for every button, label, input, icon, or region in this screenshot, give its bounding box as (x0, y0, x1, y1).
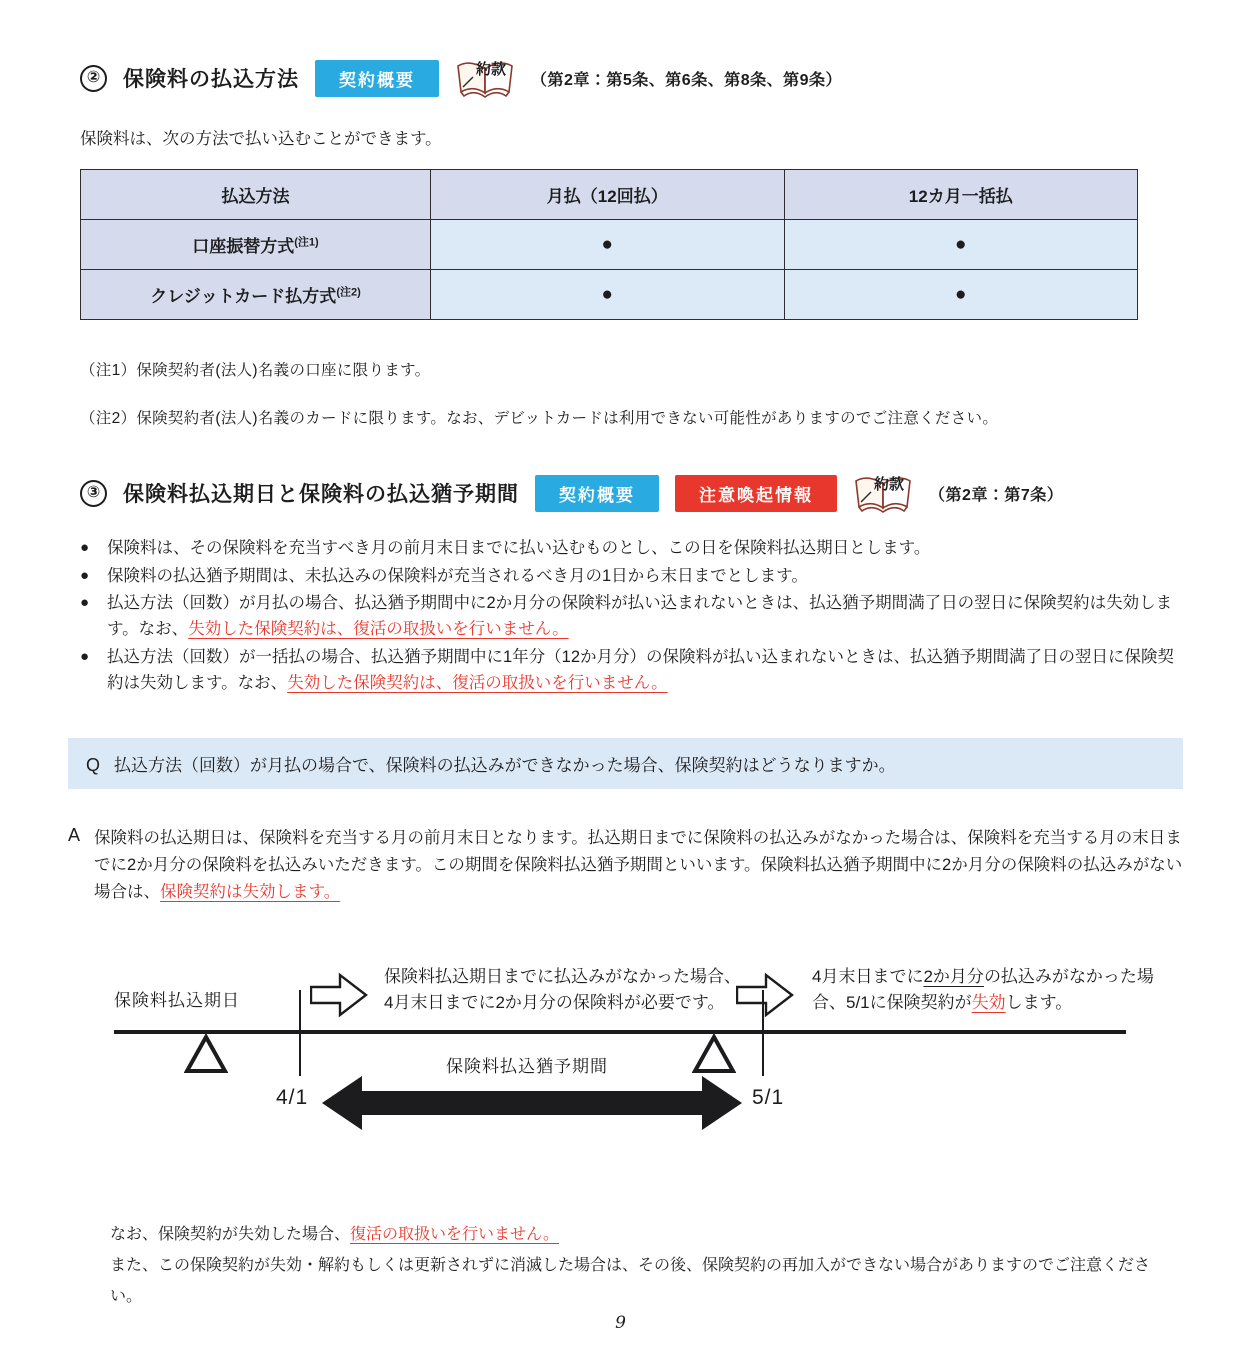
answer-prefix: A (68, 825, 81, 846)
grace-period-label: 保険料払込猶予期間 (446, 1056, 608, 1076)
due-date-label: 保険料払込期日 (114, 990, 240, 1010)
svg-text:約款: 約款 (476, 61, 507, 78)
bullet-icon: ● (80, 647, 90, 665)
date-label-april-1: 4/1 (276, 1085, 309, 1109)
section2-number-badge: ② (80, 65, 107, 92)
row-label-account-transfer: 口座振替方式$^{(注1)}$ (81, 220, 431, 270)
bullet-icon: ● (80, 539, 90, 556)
answer-text: 保険料の払込期日は、保険料を充当する月の前月末日となります。払込期日までに保険料の払込みがなかった場合は、保険料を充当する月の末日までに2か月分の保険料を払込みいただきます。この期間を保険料払込猶予期間といいます。保険料払込猶予期間中に2か月分の保険料の払込みがない場合は、保険契約は失効します。 (94, 829, 1183, 901)
policy-terms-book-icon-2 (853, 470, 913, 516)
right-arrow-icon (736, 972, 794, 1023)
contract-summary-badge: 契約概要 (315, 60, 439, 97)
timeline-tick-april (299, 990, 301, 1076)
date-label-may-1: 5/1 (752, 1085, 785, 1109)
bullet-icon: ● (80, 566, 90, 584)
bullet-item-3: ● 払込方法（回数）が月払の場合、払込猶予期間中に2か月分の保険料が払い込まれないときは、払込猶予期間満了日の翌日に保険契約は失効します。なお、失効した保険契約は、復活の取扱いを行いません。 (80, 591, 1185, 642)
section2-title: 保険料の払込方法 (123, 68, 299, 91)
page-number: 9 (615, 1313, 626, 1333)
section3-header (80, 470, 1181, 516)
table-header-row (81, 170, 1138, 220)
dot-credit-monthly: ● (431, 270, 785, 320)
contract-summary-badge-2: 契約概要 (535, 475, 659, 512)
dot-account-monthly: ● (431, 220, 785, 270)
section3-bullet-list (80, 536, 1185, 696)
section3-title: 保険料払込期日と保険料の払込猶予期間 (123, 483, 519, 506)
table-footnotes (80, 358, 1181, 428)
closing-note-1: なお、保険契約が失効した場合、復活の取扱いを行いません。 (110, 1225, 559, 1243)
timeline-note-1: 保険料払込期日までに払込みがなかった場合、 4月末日までに2か月分の保険料が必要です。 (384, 966, 741, 1012)
bullet-item-1: ● 保険料は、その保険料を充当すべき月の前月末日までに払い込むものとし、この日を保険料払込期日とします。 (80, 536, 1185, 562)
right-arrow-icon (310, 972, 368, 1023)
alert-info-badge: 注意喚起情報 (675, 475, 837, 512)
section2-header (80, 55, 1181, 101)
timeline-note-2: 4月末日までに2か月分の払込みがなかった場合、5/1に保険契約が失効します。 (812, 966, 1154, 1012)
closing-notes (110, 1219, 1181, 1313)
due-date-marker-triangle (184, 1034, 228, 1079)
table-row-account-transfer (81, 220, 1138, 270)
section2-intro: 保険料は、次の方法で払い込むことができます。 (80, 130, 442, 148)
timeline-tick-may (762, 990, 764, 1076)
timeline-axis (114, 1030, 1126, 1034)
policy-terms-book-icon (455, 55, 515, 101)
col-header-monthly: 月払（12回払） (431, 170, 785, 220)
footnote-1: （注1）保険契約者(法人)名義の口座に限ります。 (80, 362, 431, 379)
lapse-date-marker-triangle (692, 1034, 736, 1079)
bullet-item-4: ● 払込方法（回数）が一括払の場合、払込猶予期間中に1年分（12か月分）の保険料が払い込まれないときは、払込猶予期間満了日の翌日に保険契約は失効します。なお、失効した保険契約は、復活の取扱いを行いません。 (80, 645, 1185, 696)
footnote-ref-2: (注2) (336, 286, 361, 299)
question-prefix: Q (86, 755, 101, 776)
answer-block (68, 825, 1193, 905)
bullet-icon: ● (80, 594, 90, 612)
section3-reference: （第2章：第7条） (929, 486, 1064, 504)
footnote-ref-1: (注1) (294, 236, 319, 249)
section3-number-badge: ③ (80, 480, 107, 507)
dot-account-lump: ● (784, 220, 1138, 270)
svg-text:約款: 約款 (874, 476, 905, 493)
col-header-method: 払込方法 (81, 170, 431, 220)
grace-period-timeline-diagram (100, 956, 1160, 1161)
grace-period-double-arrow (322, 1074, 742, 1137)
table-row-credit-card (81, 270, 1138, 320)
row-label-credit-card: クレジットカード払方式$^{(注2)}$ (81, 270, 431, 320)
col-header-lump: 12カ月一括払 (784, 170, 1138, 220)
question-box (68, 738, 1183, 789)
bullet-item-2: ● 保険料の払込猶予期間は、未払込みの保険料が充当されるべき月の1日から末日までとします。 (80, 564, 1185, 590)
question-text: 払込方法（回数）が月払の場合で、保険料の払込みができなかった場合、保険契約はどうなりますか。 (114, 756, 896, 776)
closing-note-2: また、この保険契約が失効・解約もしくは更新されずに消滅した場合は、その後、保険契約の再加入ができない場合がありますのでご注意ください。 (110, 1256, 1151, 1305)
section2-reference: （第2章：第5条、第6条、第8条、第9条） (531, 71, 842, 89)
footnote-2: （注2）保険契約者(法人)名義のカードに限ります。なお、デビットカードは利用できない可能性がありますのでご注意ください。 (80, 410, 999, 427)
payment-method-table (80, 169, 1138, 320)
dot-credit-lump: ● (784, 270, 1138, 320)
